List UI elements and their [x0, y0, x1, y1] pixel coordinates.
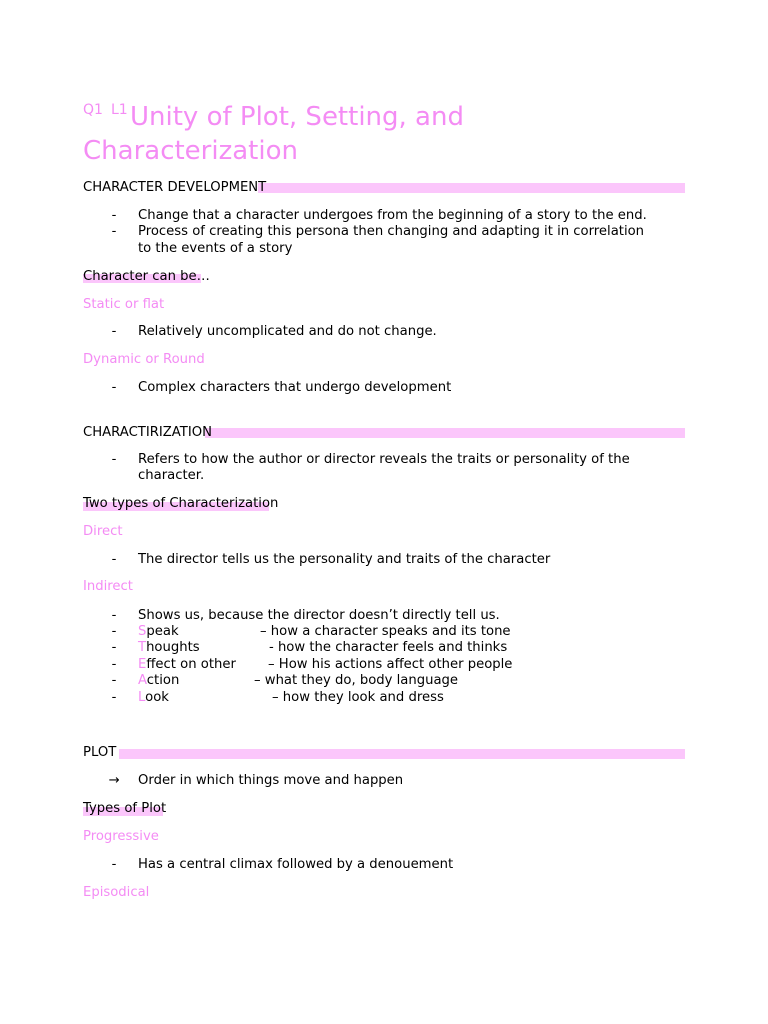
bullet-dash: - — [111, 608, 117, 623]
bullet-text: Change that a character undergoes from the beginning of a story to the end. — [138, 208, 647, 223]
bullet-dash: - — [111, 857, 117, 872]
steal-initial: E — [138, 657, 147, 672]
steal-word: houghts — [146, 640, 200, 655]
bullet-dash: - — [111, 380, 117, 395]
title-prefix-l: L1 — [111, 102, 128, 118]
steal-item-effect — [138, 657, 236, 673]
steal-initial: A — [138, 673, 147, 688]
steal-item-speak — [138, 624, 179, 640]
bullet-text: Shows us, because the director doesn’t directly tell us. — [138, 608, 500, 623]
arrow-icon: → — [108, 773, 120, 788]
bullet-text-continued: character. — [138, 468, 205, 483]
steal-word: peak — [146, 624, 179, 639]
plot-definition: Order in which things move and happen — [138, 773, 404, 788]
steal-desc: – How his actions affect other people — [268, 657, 513, 672]
bullet-text: Relatively uncomplicated and do not change. — [138, 324, 437, 339]
bullet-text: Refers to how the author or director reveals the traits or personality of the — [138, 452, 630, 467]
section-heading-character-development: CHARACTER DEVELOPMENT — [83, 180, 267, 195]
bullet-dash: - — [111, 657, 117, 672]
bullet-dash: - — [111, 673, 117, 688]
subheading-types-of-plot: Types of Plot — [83, 801, 167, 816]
steal-word: ffect on other — [146, 657, 236, 672]
steal-item-thoughts — [138, 640, 200, 656]
bullet-text: The director tells us the personality and traits of the character — [138, 552, 551, 567]
steal-item-look — [138, 690, 169, 706]
bullet-dash: - — [111, 452, 117, 467]
steal-initial: T — [138, 640, 147, 655]
bullet-text: Process of creating this persona then changing and adapting it in correlation — [138, 224, 645, 239]
steal-desc: – how they look and dress — [272, 690, 444, 705]
steal-item-action — [138, 673, 179, 689]
bullet-text: Has a central climax followed by a denouement — [138, 857, 454, 872]
steal-word: ook — [145, 690, 169, 705]
section-heading-characterization: CHARACTIRIZATION — [83, 425, 212, 440]
bullet-text-continued: to the events of a story — [138, 241, 293, 256]
bullet-dash: - — [111, 208, 117, 223]
steal-initial: L — [138, 690, 146, 705]
title-prefix-q: Q1 — [83, 102, 103, 118]
bullet-dash: - — [111, 552, 117, 567]
type-label-progressive: Progressive — [83, 829, 159, 844]
heading-highlight-bar — [258, 183, 685, 193]
bullet-dash: - — [111, 640, 117, 655]
bullet-text: Complex characters that undergo development — [138, 380, 452, 395]
type-label-direct: Direct — [83, 524, 123, 539]
subheading-character-can-be: Character can be… — [83, 269, 210, 284]
steal-desc: – what they do, body language — [254, 673, 459, 688]
bullet-dash: - — [111, 690, 117, 705]
title-line-1: Unity of Plot, Setting, and — [130, 102, 464, 132]
type-label-indirect: Indirect — [83, 579, 133, 594]
bullet-dash: - — [111, 224, 117, 239]
type-label-static: Static or flat — [83, 297, 165, 312]
steal-desc: – how a character speaks and its tone — [260, 624, 511, 639]
type-label-dynamic: Dynamic or Round — [83, 352, 205, 367]
type-label-episodical: Episodical — [83, 885, 150, 900]
section-heading-plot: PLOT — [83, 745, 117, 760]
heading-highlight-bar — [205, 428, 685, 438]
heading-highlight-bar — [119, 749, 685, 759]
bullet-dash: - — [111, 624, 117, 639]
steal-word: ction — [146, 673, 180, 688]
title-line-2: Characterization — [83, 136, 298, 166]
steal-desc: - how the character feels and thinks — [269, 640, 508, 655]
subheading-two-types: Two types of Characterization — [83, 496, 279, 511]
bullet-dash: - — [111, 324, 117, 339]
steal-initial: S — [138, 624, 147, 639]
